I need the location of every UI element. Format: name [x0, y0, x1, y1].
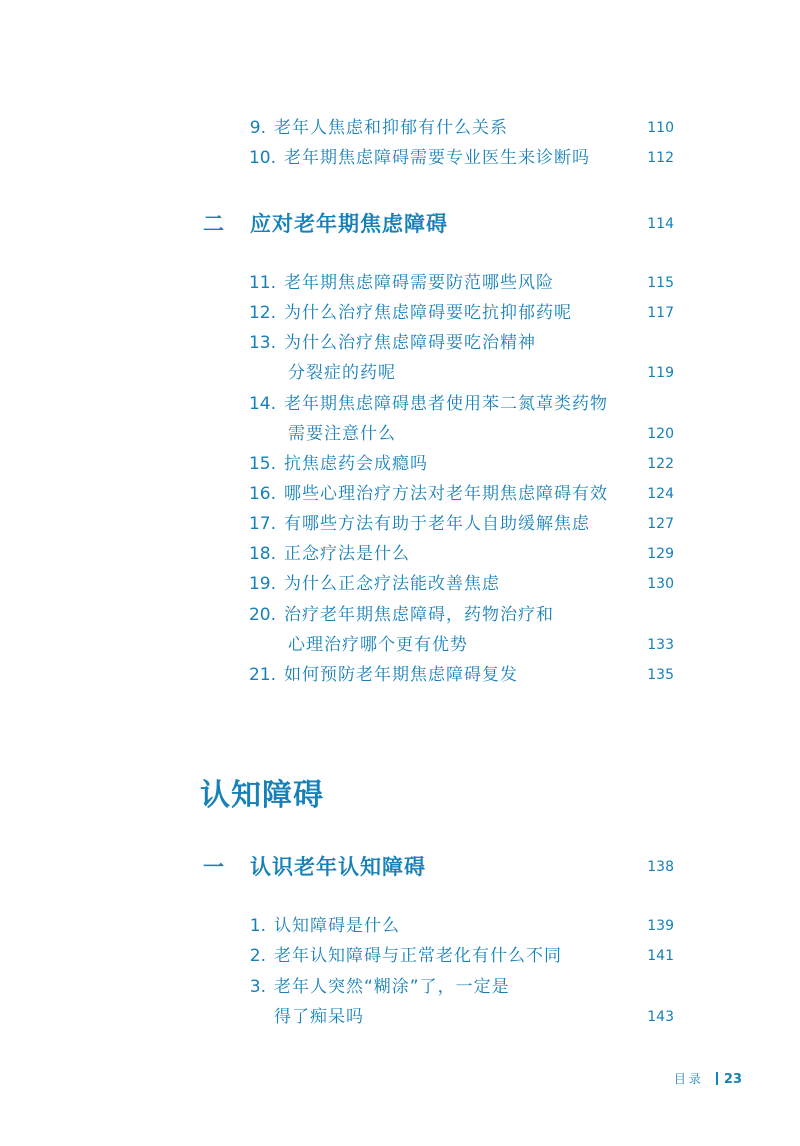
entry-title: 分裂症的药呢 [288, 363, 396, 383]
entry-title: 治疗老年期焦虑障碍，药物治疗和 [284, 605, 554, 625]
entry-number: 21. [248, 665, 276, 685]
section-number: 一 [203, 855, 224, 879]
toc-entry[interactable] [0, 972, 800, 1002]
toc-entry[interactable] [0, 449, 800, 479]
toc-entry-continuation[interactable] [0, 1002, 800, 1032]
entry-number: 2. [249, 946, 266, 966]
entry-number: 18. [248, 544, 276, 564]
entry-title: 老年期焦虑障碍需要专业医生来诊断吗 [284, 148, 590, 168]
footer-label: 目录 [673, 1072, 704, 1086]
entry-page-number: 130 [647, 576, 674, 592]
toc-entry[interactable] [0, 941, 800, 971]
toc-entry[interactable] [0, 298, 800, 328]
entry-number: 13. [248, 333, 276, 353]
entry-title: 心理治疗哪个更有优势 [288, 635, 468, 655]
entry-page-number: 122 [647, 456, 674, 472]
entry-title: 为什么正念疗法能改善焦虑 [284, 574, 500, 594]
entry-number: 16. [248, 484, 276, 504]
entry-title: 为什么治疗焦虑障碍要吃治精神 [284, 333, 536, 353]
entry-number: 14. [248, 394, 276, 414]
entry-title: 老年人焦虑和抑郁有什么关系 [274, 118, 508, 138]
toc-entry[interactable] [0, 143, 800, 173]
entry-number: 1. [249, 916, 266, 936]
entry-page-number: 127 [647, 516, 674, 532]
toc-entry-continuation[interactable] [0, 630, 800, 660]
toc-entry[interactable] [0, 600, 800, 630]
entry-page-number: 120 [647, 426, 674, 442]
entry-title: 如何预防老年期焦虑障碍复发 [284, 665, 518, 685]
entry-number: 3. [249, 977, 266, 997]
section-page-number: 114 [647, 216, 674, 232]
part-title: 认知障碍 [200, 778, 324, 813]
page-number: 23 [723, 1072, 742, 1087]
page-footer [674, 1069, 742, 1089]
section-page-number: 138 [647, 859, 674, 875]
section-title: 应对老年期焦虑障碍 [250, 212, 448, 236]
entry-number: 10. [248, 148, 276, 168]
toc-entry[interactable] [0, 268, 800, 298]
toc-entry[interactable] [0, 479, 800, 509]
toc-section-heading[interactable] [0, 207, 800, 241]
entry-title: 得了痴呆吗 [274, 1007, 364, 1027]
entry-title: 哪些心理治疗方法对老年期焦虑障碍有效 [284, 484, 608, 504]
entry-title: 为什么治疗焦虑障碍要吃抗抑郁药呢 [284, 303, 572, 323]
entry-page-number: 117 [647, 305, 674, 321]
entry-number: 17. [248, 514, 276, 534]
entry-page-number: 119 [647, 365, 674, 381]
entry-title: 认知障碍是什么 [274, 916, 400, 936]
footer-divider [716, 1072, 718, 1085]
entry-title: 老年人突然“糊涂”了，一定是 [274, 977, 510, 997]
entry-number: 11. [248, 273, 276, 293]
entry-title: 需要注意什么 [288, 424, 396, 444]
entry-title: 老年期焦虑障碍患者使用苯二氮䓬类药物 [284, 394, 608, 414]
entry-page-number: 115 [647, 275, 674, 291]
toc-entry-continuation[interactable] [0, 419, 800, 449]
toc-section-heading[interactable] [0, 850, 800, 884]
entry-number: 9. [249, 118, 266, 138]
toc-entry[interactable] [0, 328, 800, 358]
entry-page-number: 141 [647, 948, 674, 964]
entry-page-number: 129 [647, 546, 674, 562]
entry-number: 19. [248, 574, 276, 594]
entry-page-number: 110 [647, 120, 674, 136]
toc-entry[interactable] [0, 113, 800, 143]
entry-page-number: 135 [647, 667, 674, 683]
entry-title: 老年期焦虑障碍需要防范哪些风险 [284, 273, 554, 293]
entry-title: 抗焦虑药会成瘾吗 [284, 454, 428, 474]
entry-page-number: 143 [647, 1009, 674, 1025]
entry-page-number: 133 [647, 637, 674, 653]
entry-title: 老年认知障碍与正常老化有什么不同 [274, 946, 562, 966]
toc-entry[interactable] [0, 569, 800, 599]
entry-number: 20. [248, 605, 276, 625]
entry-number: 15. [248, 454, 276, 474]
section-number: 二 [203, 212, 224, 236]
entry-number: 12. [248, 303, 276, 323]
toc-entry[interactable] [0, 911, 800, 941]
toc-entry[interactable] [0, 389, 800, 419]
entry-page-number: 112 [647, 150, 674, 166]
toc-entry[interactable] [0, 509, 800, 539]
entry-title: 有哪些方法有助于老年人自助缓解焦虑 [284, 514, 590, 534]
toc-entry[interactable] [0, 660, 800, 690]
section-title: 认识老年认知障碍 [250, 855, 426, 879]
toc-entry-continuation[interactable] [0, 358, 800, 388]
toc-entry[interactable] [0, 539, 800, 569]
entry-page-number: 139 [647, 918, 674, 934]
entry-title: 正念疗法是什么 [284, 544, 410, 564]
entry-page-number: 124 [647, 486, 674, 502]
